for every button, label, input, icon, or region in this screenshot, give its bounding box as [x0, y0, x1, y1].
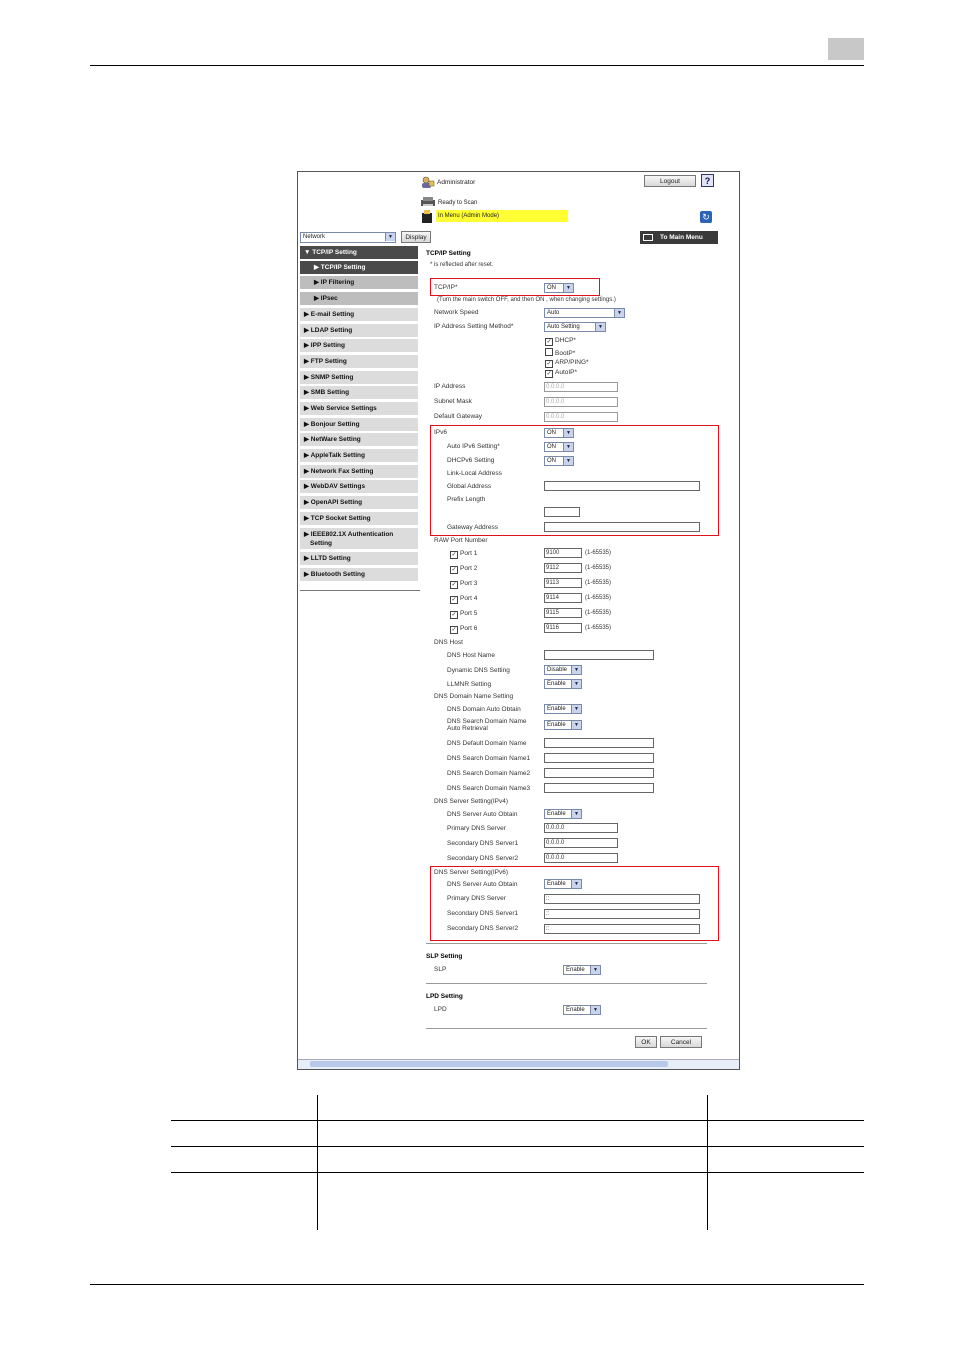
dns-v4-primary-input[interactable]: 0.0.0.0: [544, 823, 618, 833]
dns-v6-primary-label: Primary DNS Server: [447, 895, 506, 902]
port2-range: (1-65535): [585, 565, 612, 571]
gateway-label: Default Gateway: [434, 413, 483, 420]
dns-search-auto-select[interactable]: Enable ▼: [544, 720, 582, 730]
dns-v6-primary-input[interactable]: ::: [544, 894, 700, 904]
network-speed-label: Network Speed: [434, 309, 479, 316]
llmnr-label: LLMNR Setting: [447, 681, 492, 688]
dns-v4-sec1-input[interactable]: 0.0.0.0: [544, 838, 618, 848]
slp-select[interactable]: Enable ▼: [563, 965, 601, 975]
slp-label: SLP: [434, 966, 447, 973]
dhcp-checkbox[interactable]: ✓ DHCP*: [546, 337, 576, 345]
sidebar-item-netware[interactable]: ▶ NetWare Setting: [300, 433, 418, 447]
table-row-rule: [171, 1146, 864, 1147]
tcpip-hint: (Turn the main switch OFF, and then ON , when changing settings.): [437, 297, 616, 303]
dns-search-auto-label: DNS Search Domain Name Auto Retrieval: [447, 718, 527, 732]
section-divider: [426, 943, 707, 944]
port6-checkbox[interactable]: ✓ Port 6: [451, 625, 478, 633]
ip-address-label: IP Address: [434, 383, 466, 390]
scrollbar-thumb[interactable]: [310, 1061, 668, 1067]
dns-v4-sec2-input[interactable]: 0.0.0.0: [544, 853, 618, 863]
bootp-checkbox[interactable]: BootP*: [545, 348, 575, 357]
ip-address-input[interactable]: 0.0.0.0: [544, 382, 618, 392]
sidebar-item-email[interactable]: ▶ E-mail Setting: [300, 308, 418, 322]
section-divider: [426, 983, 707, 984]
ip-method-label: IP Address Setting Method*: [434, 323, 514, 330]
user-label: Administrator: [437, 179, 476, 186]
table-header-rule: [171, 1120, 864, 1121]
sidebar-item-bonjour[interactable]: ▶ Bonjour Setting: [300, 418, 418, 432]
table-column-divider: [317, 1095, 318, 1230]
port5-checkbox[interactable]: ✓ Port 5: [451, 610, 478, 618]
dhcpv6-select[interactable]: ON ▼: [544, 456, 574, 466]
dns-search3-label: DNS Search Domain Name3: [447, 785, 531, 792]
port4-range: (1-65535): [585, 595, 612, 601]
arp-ping-checkbox[interactable]: ✓ ARP/PING*: [546, 359, 589, 367]
scanner-icon: [420, 196, 434, 208]
dns-v4-auto-select[interactable]: Enable ▼: [544, 809, 582, 819]
reset-note: * is reflected after reset.: [430, 262, 494, 268]
ipv6-select[interactable]: ON ▼: [544, 428, 574, 438]
dns-v4-auto-label: DNS Server Auto Obtain: [447, 811, 518, 818]
global-address-label: Global Address: [447, 483, 492, 490]
port5-input[interactable]: 9115: [544, 608, 582, 618]
auto-ipv6-select[interactable]: ON ▼: [544, 442, 574, 452]
dns-search2-label: DNS Search Domain Name2: [447, 770, 531, 777]
dns-default-domain-label: DNS Default Domain Name: [447, 740, 527, 747]
slp-title: SLP Setting: [426, 953, 463, 960]
menu-icon: [643, 234, 653, 241]
sidebar-item-openapi[interactable]: ▶ OpenAPI Setting: [300, 496, 418, 510]
to-main-menu-button[interactable]: To Main Menu: [640, 231, 718, 244]
lpd-select[interactable]: Enable ▼: [563, 1005, 601, 1015]
dns-domain-auto-select[interactable]: Enable ▼: [544, 704, 582, 714]
dns-search1-input[interactable]: [544, 753, 654, 763]
port4-checkbox[interactable]: ✓ Port 4: [451, 595, 478, 603]
dhcpv6-label: DHCPv6 Setting: [447, 457, 495, 464]
footer-rule: [90, 1284, 864, 1285]
sidebar-item-webdav[interactable]: ▶ WebDAV Settings: [300, 480, 418, 494]
dns-v4-primary-label: Primary DNS Server: [447, 825, 506, 832]
port1-checkbox[interactable]: ✓ Port 1: [451, 550, 478, 558]
sidebar-item-ip-filtering[interactable]: ▶ IP Filtering: [300, 276, 418, 290]
sidebar-item-web-service[interactable]: ▶ Web Service Settings: [300, 402, 418, 416]
gateway6-label: Gateway Address: [447, 524, 498, 531]
category-select[interactable]: Network ▼: [300, 232, 396, 243]
sidebar-item-appletalk[interactable]: ▶ AppleTalk Setting: [300, 449, 418, 463]
page-number-box: [828, 38, 864, 60]
form-title: TCP/IP Setting: [426, 250, 471, 257]
port6-input[interactable]: 9116: [544, 623, 582, 633]
sidebar-item-network-fax[interactable]: ▶ Network Fax Setting: [300, 465, 418, 479]
sidebar-item-bluetooth[interactable]: ▶ Bluetooth Setting: [300, 568, 418, 582]
dns-host-name-input[interactable]: [544, 650, 654, 660]
sidebar-item-lltd[interactable]: ▶ LLTD Setting: [300, 552, 418, 566]
dns-v4-sec1-label: Secondary DNS Server1: [447, 840, 519, 847]
lpd-title: LPD Setting: [426, 993, 463, 1000]
ip-method-select[interactable]: Auto Setting ▼: [544, 322, 606, 332]
port6-range: (1-65535): [585, 625, 612, 631]
port1-range: (1-65535): [585, 550, 612, 556]
table-row-rule: [171, 1172, 864, 1173]
sidebar-item-ldap[interactable]: ▶ LDAP Setting: [300, 324, 418, 338]
raw-port-label: RAW Port Number: [434, 537, 488, 544]
cancel-button[interactable]: Cancel: [660, 1036, 702, 1048]
port3-range: (1-65535): [585, 580, 612, 586]
section-divider: [426, 1028, 707, 1029]
status-ready: Ready to Scan: [438, 200, 478, 206]
port3-checkbox[interactable]: ✓ Port 3: [451, 580, 478, 588]
status-admin-mode: In Menu (Admin Mode): [436, 210, 568, 222]
dns-search1-label: DNS Search Domain Name1: [447, 755, 531, 762]
dns-v6-auto-label: DNS Server Auto Obtain: [447, 881, 518, 888]
dns-v4-label: DNS Server Setting(IPv4): [434, 798, 509, 805]
dns-v6-sec1-input[interactable]: ::: [544, 909, 700, 919]
sidebar-item-ipp[interactable]: ▶ IPP Setting: [300, 339, 418, 353]
dns-search2-input[interactable]: [544, 768, 654, 778]
port2-input[interactable]: 9112: [544, 563, 582, 573]
subnet-label: Subnet Mask: [434, 398, 472, 405]
port4-input[interactable]: 9114: [544, 593, 582, 603]
sidebar-item-tcp-socket[interactable]: ▶ TCP Socket Setting: [300, 512, 418, 526]
tcpip-label: TCP/IP*: [434, 284, 458, 291]
dns-domain-label: DNS Domain Name Setting: [434, 693, 514, 700]
web-ui-screenshot: [297, 171, 740, 1070]
sidebar-item-smb[interactable]: ▶ SMB Setting: [300, 386, 418, 400]
dns-v6-sec2-label: Secondary DNS Server2: [447, 925, 519, 932]
ok-button[interactable]: OK: [635, 1036, 657, 1048]
ipv6-label: IPv6: [434, 429, 448, 436]
lpd-label: LPD: [434, 1006, 447, 1013]
dynamic-dns-select[interactable]: Disable ▼: [544, 665, 582, 675]
sidebar-item-ipsec[interactable]: ▶ IPsec: [300, 292, 418, 306]
port1-input[interactable]: 9100: [544, 548, 582, 558]
table-column-divider: [707, 1095, 708, 1230]
horizontal-scrollbar[interactable]: [298, 1059, 739, 1069]
llmnr-select[interactable]: Enable ▼: [544, 679, 582, 689]
network-speed-select[interactable]: Auto ▼: [544, 308, 625, 318]
logout-button[interactable]: Logout: [644, 175, 696, 187]
dynamic-dns-label: Dynamic DNS Setting: [447, 667, 510, 674]
port3-input[interactable]: 9113: [544, 578, 582, 588]
dns-host-label: DNS Host: [434, 639, 463, 646]
dns-search3-input[interactable]: [544, 783, 654, 793]
help-icon[interactable]: ?: [701, 174, 714, 187]
administrator-icon: [421, 176, 435, 188]
tcpip-select[interactable]: ON ▼: [544, 283, 574, 293]
gateway6-input[interactable]: [544, 522, 700, 532]
prefix-length-label: Prefix Length: [447, 496, 486, 503]
subnet-input[interactable]: 0.0.0.0: [544, 397, 618, 407]
port5-range: (1-65535): [585, 610, 612, 616]
autoip-checkbox[interactable]: ✓ AutoIP*: [546, 369, 578, 377]
admin-mode-icon: [420, 210, 434, 222]
dns-domain-auto-label: DNS Domain Auto Obtain: [447, 706, 521, 713]
sidebar-divider: [300, 590, 420, 591]
sidebar-item-ftp[interactable]: ▶ FTP Setting: [300, 355, 418, 369]
dns-v6-label: DNS Server Setting(IPv6): [434, 869, 509, 876]
dns-v6-auto-select[interactable]: Enable ▼: [544, 879, 582, 889]
sidebar-item-snmp[interactable]: ▶ SNMP Setting: [300, 371, 418, 385]
dns-v6-sec1-label: Secondary DNS Server1: [447, 910, 519, 917]
sidebar-item-tcpip-group[interactable]: ▼ TCP/IP Setting: [300, 246, 418, 260]
gateway-input[interactable]: 0.0.0.0: [544, 412, 618, 422]
dns-v6-sec2-input[interactable]: ::: [544, 924, 700, 934]
dns-default-domain-input[interactable]: [544, 738, 654, 748]
global-address-input[interactable]: [544, 481, 700, 491]
header-rule: [90, 65, 864, 66]
port2-checkbox[interactable]: ✓ Port 2: [451, 565, 478, 573]
dns-v4-sec2-label: Secondary DNS Server2: [447, 855, 519, 862]
sidebar-item-ieee8021x[interactable]: ▶ IEEE802.1X Authentication Setting: [300, 528, 418, 550]
refresh-icon[interactable]: ↻: [700, 211, 712, 223]
link-local-label: Link-Local Address: [447, 470, 502, 477]
dns-host-name-label: DNS Host Name: [447, 652, 496, 659]
sidebar-item-tcpip-setting[interactable]: ▶ TCP/IP Setting: [300, 261, 418, 275]
display-button[interactable]: Display: [401, 231, 431, 243]
prefix-length-input[interactable]: [544, 507, 580, 517]
auto-ipv6-label: Auto IPv6 Setting*: [447, 443, 500, 450]
